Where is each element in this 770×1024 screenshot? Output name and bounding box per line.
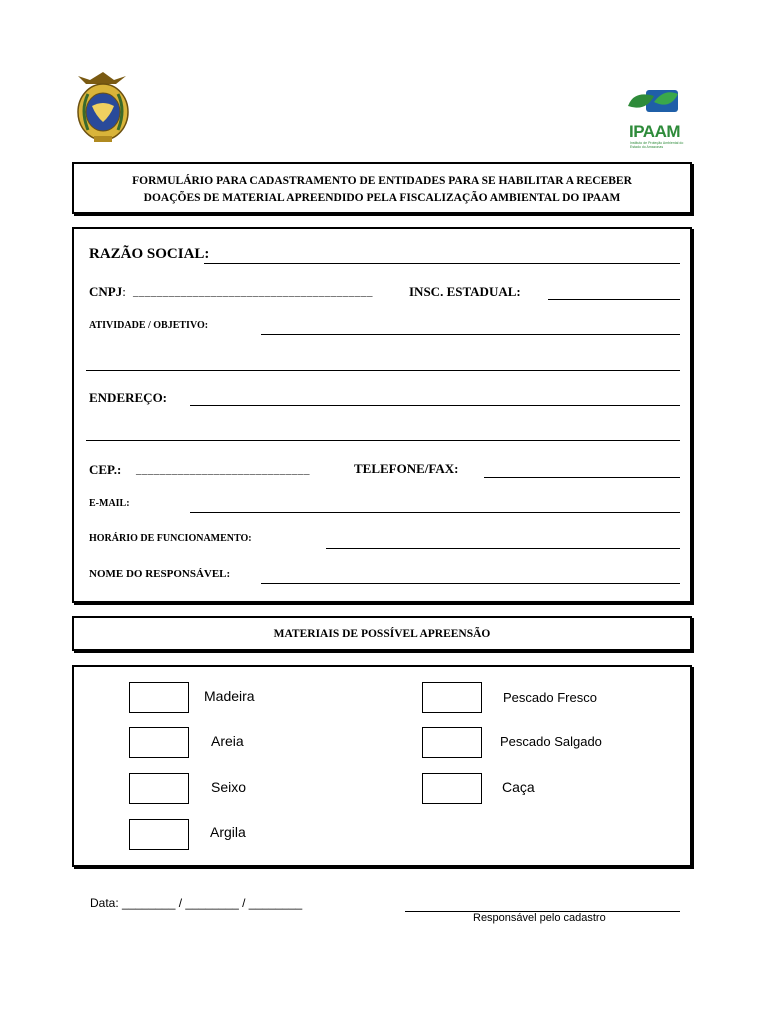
label-pescado-salgado: Pescado Salgado	[500, 734, 602, 749]
insc-estadual-field[interactable]	[548, 299, 680, 300]
label-argila: Argila	[210, 824, 246, 840]
page-title	[74, 173, 690, 207]
atividade-label: ATIVIDADE / OBJETIVO:	[89, 320, 209, 331]
cnpj-label-colon: :	[122, 284, 126, 299]
cnpj-label-text: CNPJ	[89, 284, 123, 299]
date-field[interactable]: Data: ________ / ________ / ________	[90, 896, 303, 910]
page-title-line-1: FORMULÁRIO PARA CADASTRAMENTO DE ENTIDADES PARA SE HABILITAR A RECEBER	[132, 175, 632, 187]
signature-caption: Responsável pelo cadastro	[473, 912, 606, 924]
label-madeira: Madeira	[204, 688, 255, 704]
horario-field[interactable]	[326, 548, 680, 549]
page-title-line-2: DOAÇÕES DE MATERIAL APREENDIDO PELA FISCALIZAÇÃO AMBIENTAL DO IPAAM	[143, 192, 621, 204]
checkbox-argila[interactable]	[129, 819, 189, 850]
entity-info-box	[72, 227, 692, 603]
responsavel-label: NOME DO RESPONSÁVEL:	[89, 568, 231, 580]
label-seixo: Seixo	[211, 779, 247, 795]
endereco-field-line-2[interactable]	[86, 440, 680, 441]
checkbox-pescado-salgado[interactable]	[422, 727, 482, 758]
checkbox-areia[interactable]	[129, 727, 189, 758]
atividade-field-line-2[interactable]	[86, 370, 680, 371]
endereco-field[interactable]	[190, 405, 680, 406]
label-pescado-fresco: Pescado Fresco	[503, 690, 597, 705]
email-field[interactable]	[190, 512, 680, 513]
materials-heading-box	[72, 616, 692, 651]
title-box	[72, 162, 692, 214]
telefone-field[interactable]	[484, 477, 680, 478]
checkbox-madeira[interactable]	[129, 682, 189, 713]
razao-social-field[interactable]	[204, 263, 680, 264]
email-label: E-MAIL:	[89, 498, 130, 509]
ipaam-logo-text: IPAAM	[629, 122, 681, 141]
label-areia: Areia	[211, 733, 244, 749]
materials-heading: MATERIAIS DE POSSÍVEL APREENSÃO	[273, 628, 491, 640]
cep-label: CEP.:	[89, 462, 122, 477]
checkbox-caca[interactable]	[422, 773, 482, 804]
endereco-label: ENDEREÇO:	[89, 390, 168, 405]
ipaam-logo-subtext: Instituto de Proteção Ambiental do Estado do Amazonas	[630, 141, 684, 149]
checkbox-pescado-fresco[interactable]	[422, 682, 482, 713]
checkbox-seixo[interactable]	[129, 773, 189, 804]
atividade-field[interactable]	[261, 334, 680, 335]
cnpj-field[interactable]: ________________________________________	[133, 286, 373, 298]
ipaam-leaf-logo-icon	[624, 88, 694, 150]
responsavel-field[interactable]	[261, 583, 680, 584]
cep-field[interactable]: _____________________________	[136, 464, 310, 476]
label-caca: Caça	[502, 779, 535, 795]
cnpj-label	[89, 284, 126, 300]
insc-estadual-label: INSC. ESTADUAL:	[409, 284, 521, 299]
horario-label: HORÁRIO DE FUNCIONAMENTO:	[89, 533, 252, 544]
razao-social-label: RAZÃO SOCIAL:	[89, 246, 210, 262]
telefone-label: TELEFONE/FAX:	[354, 461, 459, 476]
state-coat-of-arms-icon	[70, 70, 136, 148]
